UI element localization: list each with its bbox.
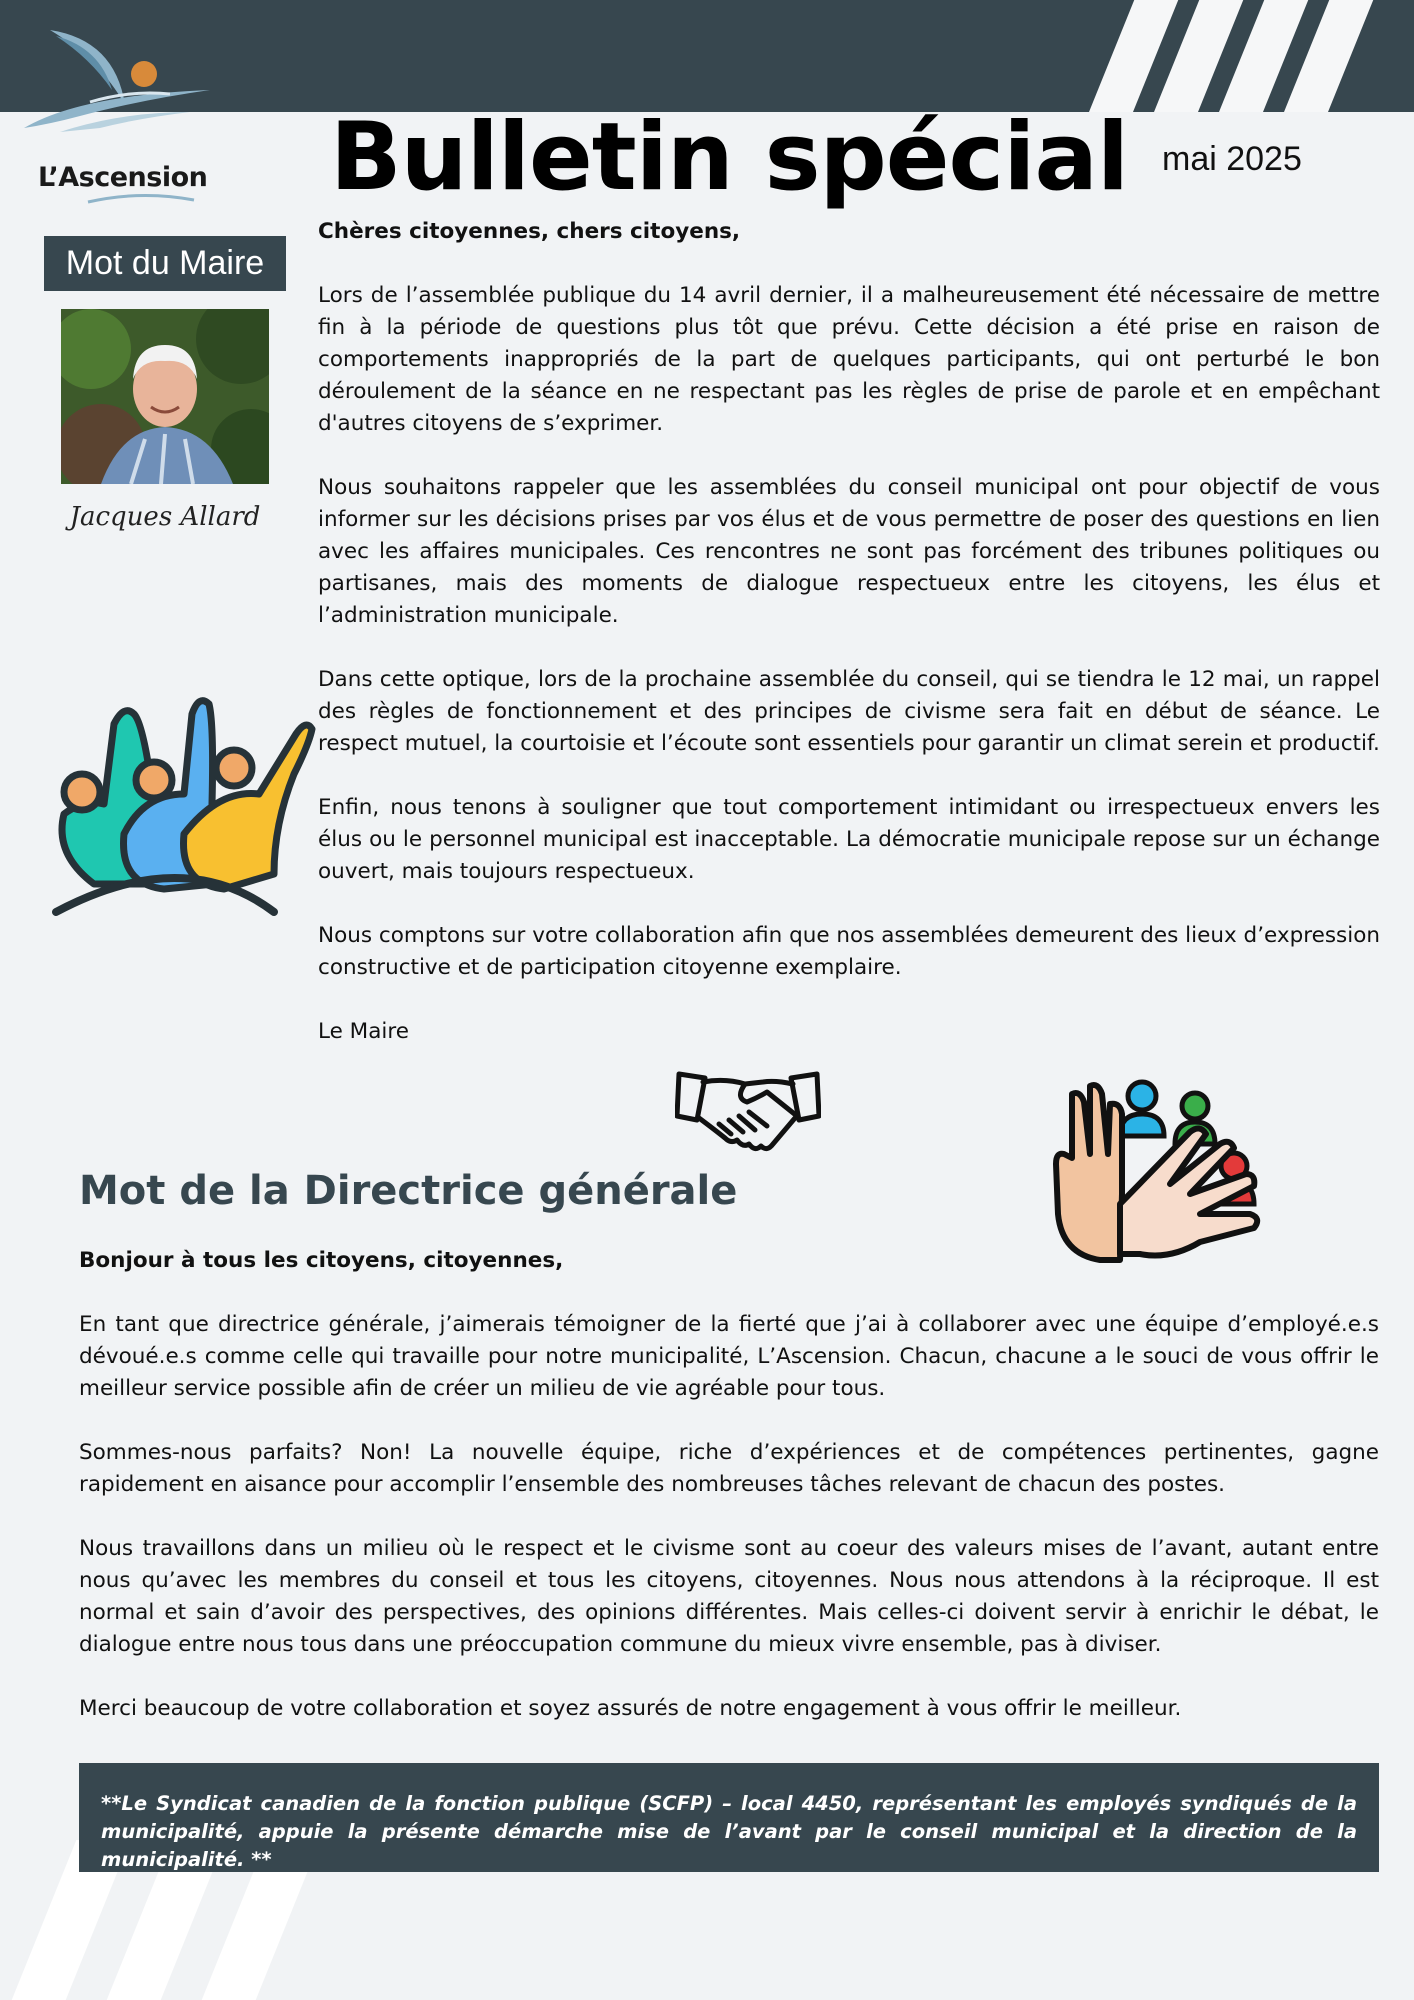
director-section-title: Mot de la Directrice générale xyxy=(79,1168,738,1214)
logo-bird-icon xyxy=(20,20,220,140)
logo xyxy=(20,20,220,145)
logo-swoosh xyxy=(86,188,196,208)
issue-date: mai 2025 xyxy=(1162,140,1302,178)
director-paragraph: Merci beaucoup de votre collaboration et soyez assurés de notre engagement à vous offrir le meilleur. xyxy=(79,1696,1182,1721)
page-title: Bulletin spécial xyxy=(330,103,1129,212)
director-greeting: Bonjour à tous les citoyens, citoyennes, xyxy=(79,1248,564,1273)
director-paragraph: En tant que directrice générale, j’aimerais témoigner de la fierté que j’ai à collaborer avec une équipe d’employé.e.s dévoué.e.s comme celle qui travaille pour notre municipalité, L’Ascension. Chacun, chacune a le souci de vous offrir le meilleur service possible afin de créer un milieu de vie agréable pour tous. xyxy=(79,1312,1379,1401)
director-letter xyxy=(79,1245,1379,1757)
mayor-closing: Le Maire xyxy=(318,1019,409,1044)
mayor-photo xyxy=(61,309,269,484)
mayor-paragraph: Nous souhaitons rappeler que les assemblées du conseil municipal ont pour objectif de vous informer sur les décisions prises par vos élus et de vous permettre de poser des questions en lien avec les affaires municipales. Ces rencontres ne sont pas forcément des tribunes politiques ou partisanes, mais des moments de dialogue respectueux entre les citoyens, les élus et l’administration municipale. xyxy=(318,475,1380,628)
people-cheering-icon xyxy=(44,684,320,937)
mayor-paragraph: Nous comptons sur votre collaboration afin que nos assemblées demeurent des lieux d’expression constructive et de participation citoyenne exemplaire. xyxy=(318,923,1380,980)
handshake-icon xyxy=(675,1068,821,1163)
mayor-letter xyxy=(318,216,1380,1080)
union-note: **Le Syndicat canadien de la fonction publique (SCFP) – local 4450, représentant les employés syndiqués de la municipalité, appuie la présente démarche mise de l’avant par le conseil municipal et la direction de la municipalité. ** xyxy=(79,1763,1379,1872)
logo-text: L’Ascension xyxy=(38,162,208,193)
mayor-signature: Jacques Allard xyxy=(69,502,261,532)
mayor-greeting: Chères citoyennes, chers citoyens, xyxy=(318,219,741,244)
mayor-paragraph: Dans cette optique, lors de la prochaine assemblée du conseil, qui se tiendra le 12 mai, un rappel des règles de fonctionnement et des principes de civisme sera fait en début de séance. Le respect mutuel, la courtoisie et l’écoute sont essentiels pour garantir un climat serein et productif. xyxy=(318,667,1380,756)
director-paragraph: Sommes-nous parfaits? Non! La nouvelle équipe, riche d’expériences et de compétences pertinentes, gagne rapidement en aisance pour accomplir l’ensemble des nombreuses tâches relevant de chacun des postes. xyxy=(79,1440,1379,1497)
section-label-mayor: Mot du Maire xyxy=(44,236,286,291)
mayor-paragraph: Lors de l’assemblée publique du 14 avril dernier, il a malheureusement été nécessaire de mettre fin à la période de questions plus tôt que prévu. Cette décision a été prise en raison de comportements inappropriés de la part de quelques participants, qui ont perturbé le bon déroulement de la séance en ne respectant pas les règles de prise de parole et en empêchant d'autres citoyens de s’exprimer. xyxy=(318,283,1380,436)
director-paragraph: Nous travaillons dans un milieu où le respect et le civisme sont au coeur des valeurs mises de l’avant, autant entre nous qu’avec les membres du conseil et tous les citoyens, citoyennes. Nous nous attendons à la réciproque. Il est normal et sain d’avoir des perspectives, des opinions différentes. Mais celles-ci doivent servir à enrichir le débat, le dialogue entre nous tous dans une préoccupation commune du mieux vivre ensemble, pas à diviser. xyxy=(79,1536,1379,1657)
mayor-paragraph: Enfin, nous tenons à souligner que tout comportement intimidant ou irrespectueux envers les élus ou le personnel municipal est inacceptable. La démocratie municipale repose sur un échange ouvert, mais toujours respectueux. xyxy=(318,795,1380,884)
